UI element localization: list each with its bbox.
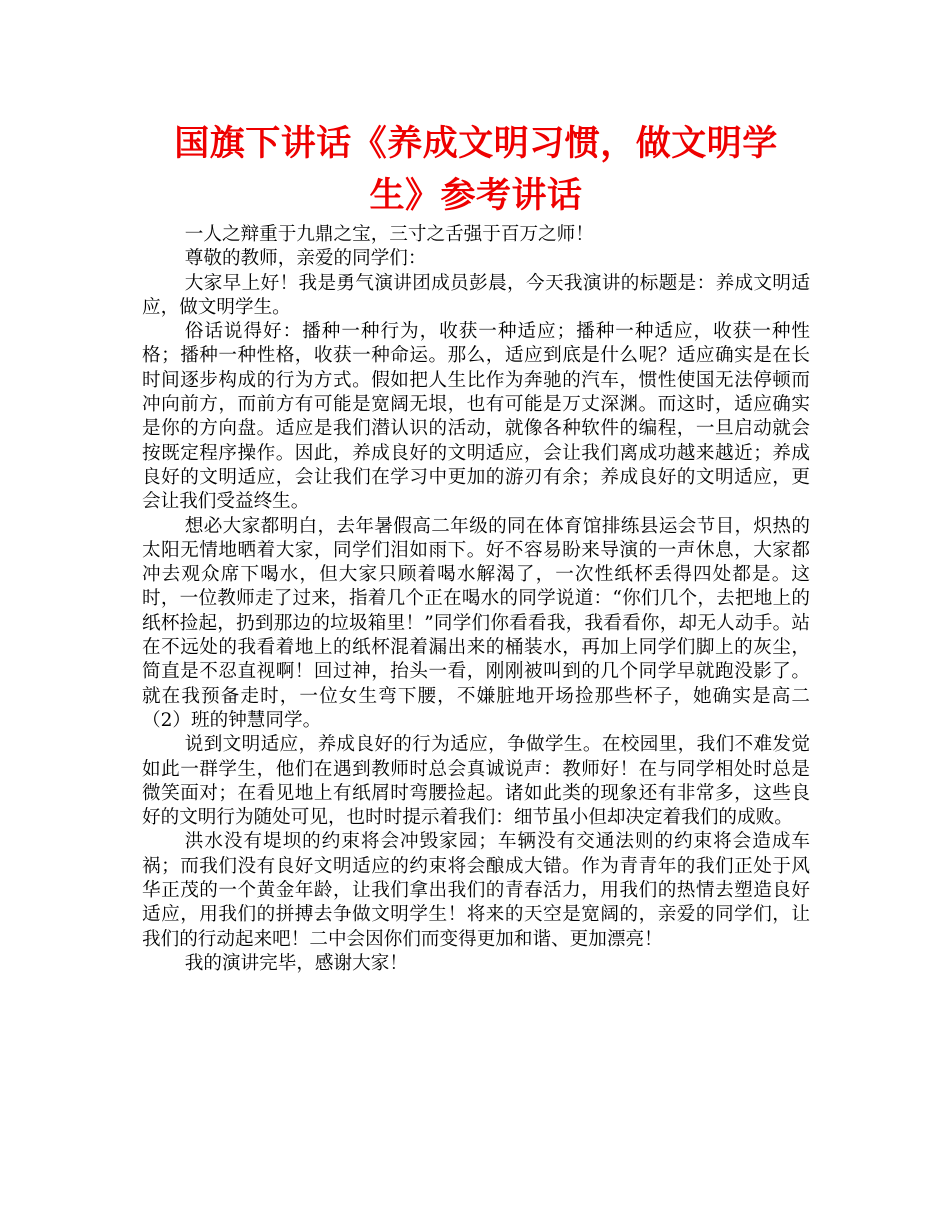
salutation: 尊敬的教师，亲爱的同学们： <box>184 248 427 270</box>
story-paragraph: 想必大家都明白，去年暑假高二年级的同在体育馆排练县运会节目，炽热的太阳无情地晒着大家，同学们泪如雨下。好不容易盼来导演的一声休息，大家都冲去观众席下喝水，但大家只顾着喝水解渴了，一次性纸杯丢得四处都是。这时，一位教师走了过来，指着几个正在喝水的同学说道：“你们几个，去把地上的纸杯捡起，扔到那边的垃圾箱里！”同学们你看看我，我看看你，却无人动手。站在不远处的我看着地上的纸杯混着漏出来的桶装水，再加上同学们脚上的灰尘，简直是不忍直视啊！回过神，抬头一看，刚刚被叫到的几个同学早就跑没影了。就在我预备走时，一位女生弯下腰，不嫌脏地开场捡那些杯子，她确实是高二（2）班的钟慧同学。 <box>142 515 810 731</box>
campus-examples-paragraph: 说到文明适应，养成良好的行为适应，争做学生。在校园里，我们不难发觉如此一群学生，他们在遇到教师时总会真诚说声：教师好！在与同学相处时总是微笑面对；在看见地上有纸屑时弯腰捡起。诸如此类的现象还有非常多，这些良好的文明行为随处可见，也时时提示着我们：细节虽小但却决定着我们的成败。 <box>142 734 810 829</box>
closing-line: 我的演讲完毕，感谢大家！ <box>184 952 408 974</box>
title-line-2: 生》参考讲话 <box>369 176 583 216</box>
call-to-action-paragraph: 洪水没有堤坝的约束将会冲毁家园；车辆没有交通法则的约束将会造成车祸；而我们没有良好文明适应的约束将会酿成大错。作为青青年的我们正处于风华正茂的一个黄金年龄，让我们拿出我们的青春活力，用我们的热情去塑造良好适应，用我们的拼搏去争做文明学生！将来的天空是宽阔的，亲爱的同学们，让我们的行动起来吧！二中会因你们而变得更加和谐、更加漂亮！ <box>142 831 810 950</box>
document-title <box>142 118 810 222</box>
opening-quote: 一人之辩重于九鼎之宝，三寸之舌强于百万之师！ <box>184 224 594 245</box>
speech-body <box>142 223 810 976</box>
habit-definition-paragraph: 俗话说得好：播种一种行为，收获一种适应；播种一种适应，收获一种性格；播种一种性格，收获一种命运。那么，适应到底是什么呢？适应确实是在长时间逐步构成的行为方式。假如把人生比作为奔驰的汽车，惯性使国无法停顿而冲向前方，而前方有可能是宽阔无垠，也有可能是万丈深渊。而这时，适应确实是你的方向盘。适应是我们潜认识的活动，就像各种软件的编程，一旦启动就会按既定程序操作。因此，养成良好的文明适应，会让我们离成功越来越近；养成良好的文明适应，会让我们在学习中更加的游刃有余；养成良好的文明适应，更会让我们受益终生。 <box>142 321 810 513</box>
title-line-1: 国旗下讲话《养成文明习惯，做文明学 <box>174 124 778 164</box>
document-page <box>142 118 810 976</box>
introduction-paragraph: 大家早上好！我是勇气演讲团成员彭晨，今天我演讲的标题是：养成文明适应，做文明学生。 <box>142 272 810 318</box>
